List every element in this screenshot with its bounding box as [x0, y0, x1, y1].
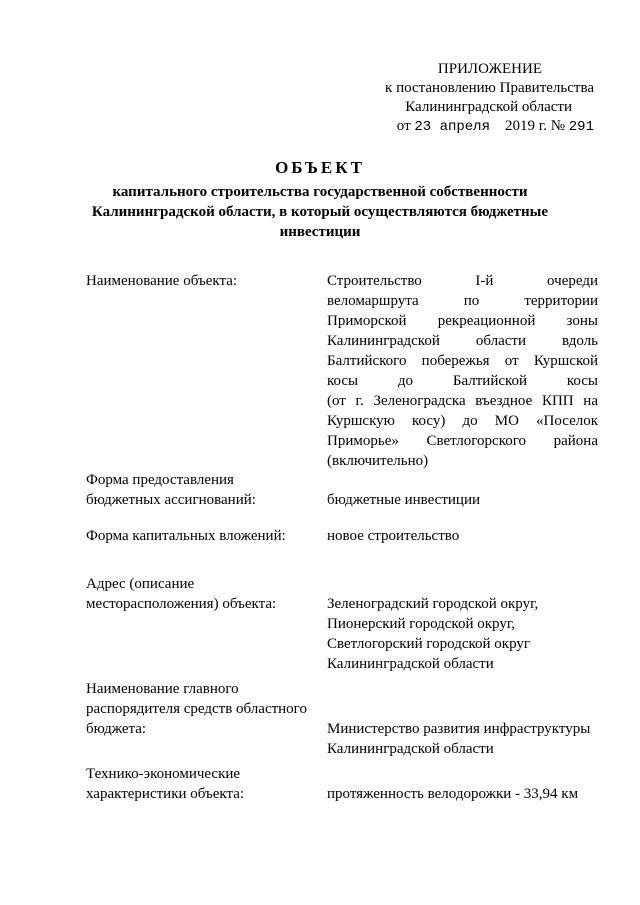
- object-name-line: Приморье» Светлогорского района: [327, 433, 598, 449]
- object-name-value: [327, 271, 598, 471]
- address-label-line: месторасположения) объекта:: [86, 596, 277, 612]
- address-label: [86, 574, 311, 614]
- doc-number: 291: [568, 119, 594, 135]
- capital-form-label: Форма капитальных вложений:: [86, 528, 286, 544]
- budget-manager-label-line: распорядителя средств областного: [86, 701, 307, 717]
- date-year: 2019 г. №: [505, 118, 566, 134]
- address-value-line: Светлогорский городской округ: [327, 636, 531, 652]
- appendix-line-resolution: к постановлению Правительства: [385, 80, 594, 96]
- object-name-line: Приморской рекреационной зоны: [327, 313, 598, 329]
- title-sub-line-1: капитального строительства государственной собственности: [112, 184, 528, 200]
- allocation-form-label: [86, 470, 311, 510]
- appendix-line-region: Калининградской области: [405, 99, 572, 115]
- budget-manager-value-line: Калининградской области: [327, 741, 494, 757]
- object-name-line: косы до Балтийской косы: [327, 373, 598, 389]
- budget-manager-label-line: Наименование главного: [86, 681, 239, 697]
- date-day-month: 23 апреля: [414, 119, 490, 135]
- address-value-line: Калининградской области: [327, 656, 494, 672]
- object-name-line: Калининградской области вдоль: [327, 333, 598, 349]
- tech-characteristics-label-line: Технико-экономические: [86, 766, 241, 782]
- budget-manager-label: [86, 679, 311, 739]
- budget-manager-label-line: бюджета:: [86, 721, 147, 737]
- title-sub-line-3: инвестиции: [279, 224, 361, 240]
- tech-characteristics-label: [86, 764, 311, 804]
- address-value-line: Пионерский городской округ,: [327, 616, 516, 632]
- capital-form-value: новое строительство: [327, 528, 460, 544]
- appendix-date-line: [385, 117, 594, 137]
- title-main: ОБЪЕКТ: [275, 158, 365, 177]
- tech-characteristics-label-line: характеристики объекта:: [86, 786, 245, 802]
- object-name-line: (включительно): [327, 453, 429, 469]
- allocation-form-label-line: Форма предоставления: [86, 472, 234, 488]
- budget-manager-value: [327, 719, 598, 759]
- object-name-line: Строительство I-й очереди: [327, 273, 598, 289]
- tech-characteristics-value: протяженность велодорожки - 33,94 км: [327, 786, 579, 802]
- address-value: [327, 594, 598, 674]
- allocation-form-value: бюджетные инвестиции: [327, 492, 481, 508]
- object-name-line: (от г. Зеленоградска въездное КПП на: [327, 393, 598, 409]
- title-sub-line-2: Калининградской области, в который осуществляются бюджетные: [91, 204, 549, 220]
- address-label-line: Адрес (описание: [86, 576, 195, 592]
- object-name-label: Наименование объекта:: [86, 273, 238, 289]
- appendix-header: [385, 60, 594, 137]
- budget-manager-value-line: Министерство развития инфраструктуры: [327, 721, 591, 737]
- object-name-line: Куршскую косу) до МО «Поселок: [327, 413, 598, 429]
- document-title: [0, 158, 640, 242]
- object-name-line: Балтийского побережья от Куршской: [327, 353, 598, 369]
- allocation-form-label-line: бюджетных ассигнований:: [86, 492, 256, 508]
- appendix-title: ПРИЛОЖЕНИЕ: [437, 61, 542, 77]
- object-name-line: веломаршрута по территории: [327, 293, 598, 309]
- address-value-line: Зеленоградский городской округ,: [327, 596, 539, 612]
- date-prefix: от: [396, 118, 411, 134]
